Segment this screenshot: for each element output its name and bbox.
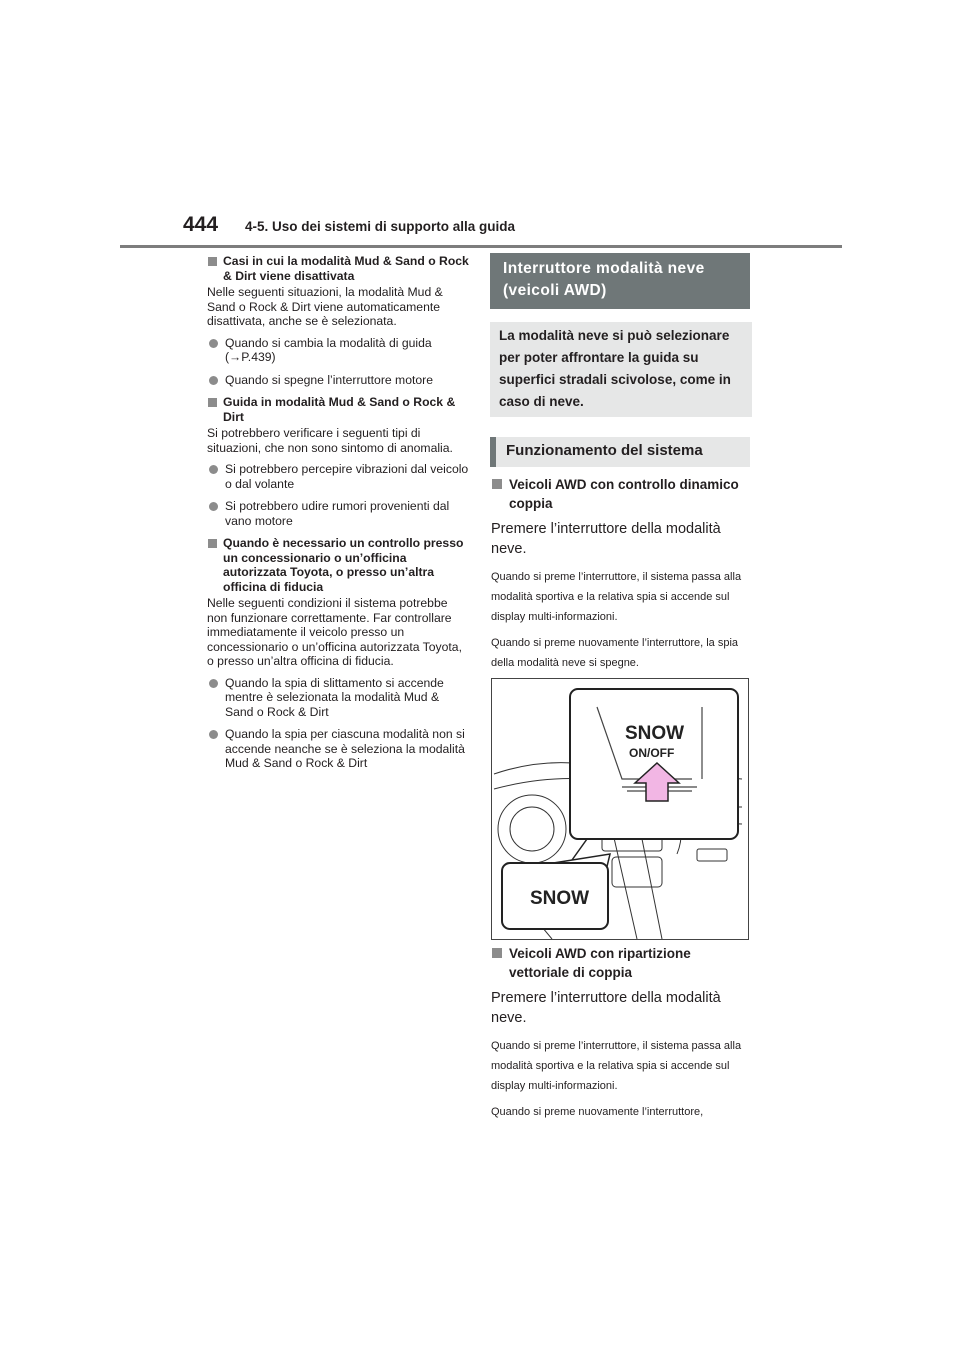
page-number: 444 [183, 213, 219, 236]
instruction: Premere l’interruttore della modalità neve. [491, 521, 721, 557]
heading-driving-mud-sand: Guida in modalità Mud & Sand o Rock & Dirt [207, 395, 469, 424]
instruction: Premere l’interruttore della modalità neve. [491, 990, 721, 1026]
snow-label-top: SNOW [625, 723, 685, 744]
paragraph: Nelle seguenti condizioni il sistema potrebbe non funzionare correttamente. Far controllare immediatamente il veicolo presso un concessionario o un’officina autorizzata Toyota, o presso un’altra officina di fiducia. [207, 596, 462, 668]
list-item: Si potrebbero percepire vibrazioni dal veicolo o dal volante [207, 462, 469, 491]
dashboard-illustration [492, 679, 748, 939]
right-column-part1 [491, 475, 753, 679]
note: Quando si preme nuovamente l’interruttore, la spia della modalità neve si spegne. [491, 637, 739, 669]
note: Quando si preme nuovamente l’interruttore, [491, 1106, 704, 1118]
snow-mode-title-box: Interruttore modalità neve (veicoli AWD) [490, 253, 750, 309]
paragraph: Si potrebbero verificare i seguenti tipi di situazioni, che non sono sintomo di anomalia. [207, 426, 453, 455]
snow-switch-figure [491, 678, 749, 940]
onoff-label: ON/OFF [629, 746, 675, 760]
list-item: Si potrebbero udire rumori provenienti dal vano motore [207, 499, 469, 528]
list-item: Quando la spia per ciascuna modalità non si accende neanche se è seleziona la modalità Mud & Sand o Rock & Dirt [207, 727, 469, 771]
right-column-part2 [491, 944, 753, 1128]
snow-label-bottom: SNOW [530, 888, 590, 909]
header-rule [120, 245, 842, 248]
heading-torque-vectoring: Veicoli AWD con ripartizione vettoriale di coppia [491, 944, 753, 982]
snow-mode-intro-box: La modalità neve si può selezionare per poter affrontare la guida su superfici stradali scivolose, come in caso di neve. [490, 322, 752, 417]
list-item: Quando si spegne l’interruttore motore [207, 373, 469, 388]
note: Quando si preme l’interruttore, il sistema passa alla modalità sportiva e la relativa spia si accende sul display multi-informazioni. [491, 1040, 742, 1092]
system-operation-heading: Funzionamento del sistema [490, 437, 750, 467]
left-column [207, 254, 469, 779]
note: Quando si preme l’interruttore, il sistema passa alla modalità sportiva e la relativa spia si accende sul display multi-informazioni. [491, 571, 742, 623]
heading-dynamic-torque: Veicoli AWD con controllo dinamico coppia [491, 475, 753, 513]
heading-mud-sand-deactivated: Casi in cui la modalità Mud & Sand o Rock & Dirt viene disattivata [207, 254, 469, 283]
list-item: Quando la spia di slittamento si accende mentre è selezionata la modalità Mud & Sand o Rock & Dirt [207, 676, 469, 720]
heading-dealer-check: Quando è necessario un controllo presso un concessionario o un’officina autorizzata Toyota, o presso un’altra officina di fiducia [207, 536, 469, 594]
section-title: 4-5. Uso dei sistemi di supporto alla guida [245, 219, 516, 234]
list-item: Quando si cambia la modalità di guida (→P.439) [207, 336, 469, 365]
paragraph: Nelle seguenti situazioni, la modalità Mud & Sand o Rock & Dirt viene automaticamente disattivata, anche se è selezionata. [207, 285, 443, 328]
